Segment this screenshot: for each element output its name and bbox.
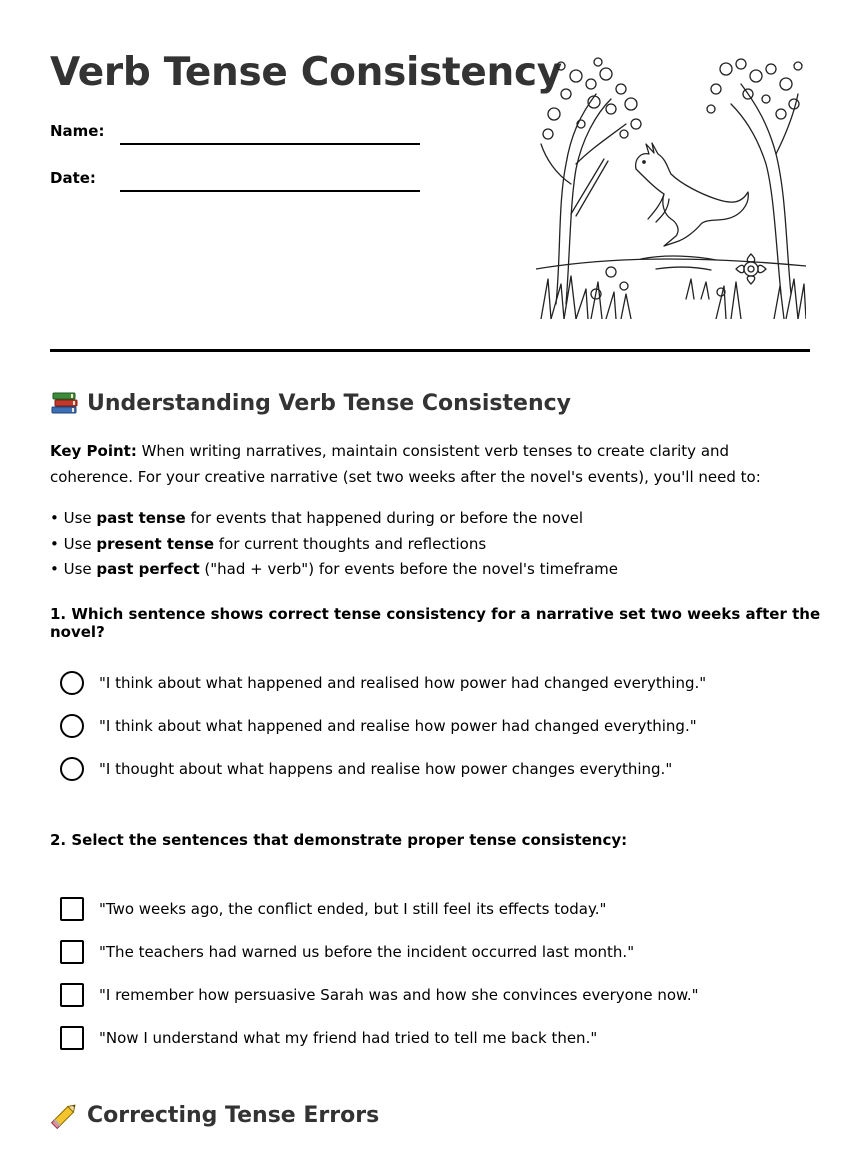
pencil-icon bbox=[50, 1101, 80, 1129]
option-label: "Two weeks ago, the conflict ended, but I still feel its effects today." bbox=[99, 900, 607, 918]
option-label: "I think about what happened and realised how power had changed everything." bbox=[99, 674, 707, 692]
kangaroo-illustration bbox=[536, 54, 806, 319]
section-heading-text: Understanding Verb Tense Consistency bbox=[87, 390, 571, 416]
q1-option-2[interactable] bbox=[60, 713, 697, 739]
page-title: Verb Tense Consistency bbox=[50, 50, 562, 95]
question-2-text: 2. Select the sentences that demonstrate proper tense consistency: bbox=[50, 831, 628, 849]
option-label: "The teachers had warned us before the incident occurred last month." bbox=[99, 943, 635, 961]
option-label: "I remember how persuasive Sarah was and how she convinces everyone now." bbox=[99, 986, 699, 1004]
tense-rules-list bbox=[50, 506, 618, 583]
section-heading-correcting bbox=[50, 1101, 379, 1129]
q2-option-1[interactable] bbox=[60, 896, 606, 922]
list-item: • Use past perfect ("had + verb") for events before the novel's timeframe bbox=[50, 560, 618, 578]
list-item: • Use past tense for events that happened during or before the novel bbox=[50, 509, 584, 527]
section-heading-understanding bbox=[50, 389, 571, 417]
checkbox[interactable] bbox=[60, 897, 84, 921]
key-point-label: Key Point: bbox=[50, 442, 137, 460]
radio-button[interactable] bbox=[60, 671, 84, 695]
checkbox[interactable] bbox=[60, 983, 84, 1007]
checkbox[interactable] bbox=[60, 1026, 84, 1050]
q1-option-1[interactable] bbox=[60, 670, 706, 696]
name-label: Name: bbox=[50, 122, 105, 140]
option-label: "Now I understand what my friend had tried to tell me back then." bbox=[99, 1029, 598, 1047]
key-point-paragraph bbox=[50, 438, 810, 490]
radio-button[interactable] bbox=[60, 714, 84, 738]
section-heading-text: Correcting Tense Errors bbox=[87, 1102, 380, 1128]
q2-option-2[interactable] bbox=[60, 939, 634, 965]
date-label: Date: bbox=[50, 169, 96, 187]
checkbox[interactable] bbox=[60, 940, 84, 964]
question-1-text: 1. Which sentence shows correct tense consistency for a narrative set two weeks after the novel? bbox=[50, 605, 821, 641]
header-divider bbox=[50, 349, 810, 352]
date-field[interactable] bbox=[120, 190, 420, 192]
radio-button[interactable] bbox=[60, 757, 84, 781]
key-point-text: When writing narratives, maintain consistent verb tenses to create clarity and coherence. For your creative narrative (set two weeks after the novel's events), you'll need to: bbox=[50, 442, 761, 486]
q2-option-3[interactable] bbox=[60, 982, 699, 1008]
option-label: "I thought about what happens and realise how power changes everything." bbox=[99, 760, 673, 778]
books-icon bbox=[50, 389, 80, 417]
option-label: "I think about what happened and realise how power had changed everything." bbox=[99, 717, 697, 735]
q1-option-3[interactable] bbox=[60, 756, 672, 782]
q2-option-4[interactable] bbox=[60, 1025, 597, 1051]
name-field[interactable] bbox=[120, 143, 420, 145]
list-item: • Use present tense for current thoughts and reflections bbox=[50, 534, 487, 553]
